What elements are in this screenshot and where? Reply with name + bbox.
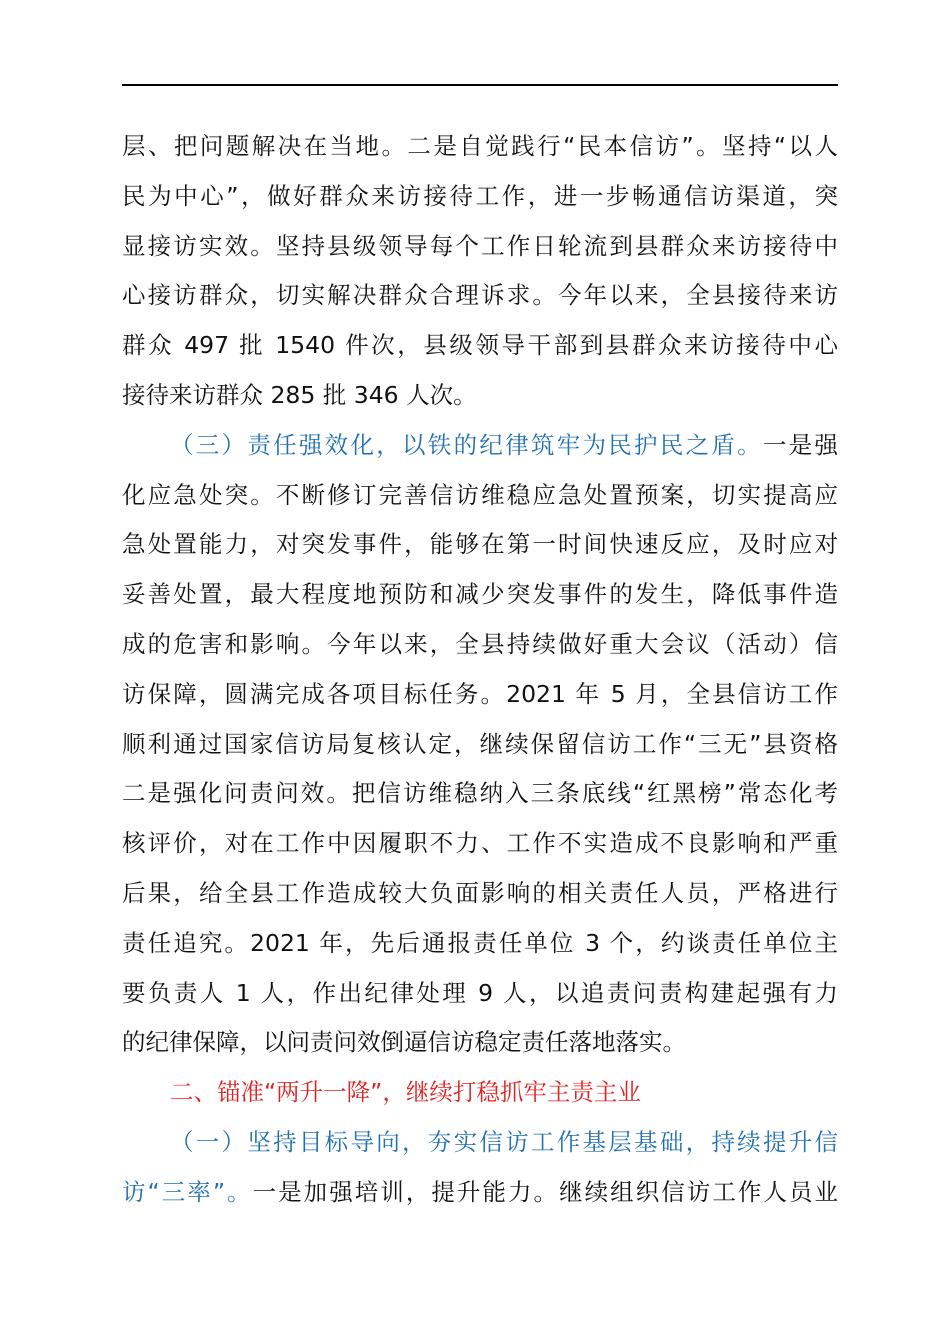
section-heading-1-end: 访“三率”。 <box>122 1177 253 1206</box>
section-paragraph-start <box>122 1168 838 1218</box>
text-line: 核评价，对在工作中因履职不力、工作不实造成不良影响和严重 <box>122 829 838 858</box>
text-line: 急处置能力，对突发事件，能够在第一时间快速反应，及时应对 <box>122 530 838 559</box>
text-line: 群众 497 批 1540 件次，县级领导干部到县群众来访接待中心 <box>122 331 838 360</box>
text-line: 化应急处突。不断修订完善信访维稳应急处置预案，切实提高应 <box>122 480 838 509</box>
text-line: 访保障，圆满完成各项目标任务。2021 年 5 月，全县信访工作 <box>122 679 838 708</box>
text-line: 成的危害和影响。今年以来，全县持续做好重大会议（活动）信 <box>122 629 838 658</box>
section-heading-1: （一）坚持目标导向，夯实信访工作基层基础，持续提升信 <box>170 1127 838 1156</box>
text-line: 顺利通过国家信访局复核认定，继续保留信访工作“三无”县资格 <box>122 729 838 758</box>
document-body <box>122 122 838 1218</box>
text-line: 层、把问题解决在当地。二是自觉践行“民本信访”。坚持“以人 <box>122 132 838 160</box>
text-span: 一是强 <box>762 430 839 459</box>
text-span: 一是加强培训，提升能力。继续组织信访工作人员业 <box>252 1177 838 1206</box>
text-line: 显接访实效。坚持县级领导每个工作日轮流到县群众来访接待中 <box>122 231 838 260</box>
text-line: 妥善处置，最大程度地预防和减少突发事件的发生，降低事件造 <box>122 580 838 609</box>
section-paragraph-start <box>122 421 838 471</box>
text-line: 心接访群众，切实解决群众合理诉求。今年以来，全县接待来访 <box>122 281 838 310</box>
text-line: 责任追究。2021 年，先后通报责任单位 3 个，约谈责任单位主 <box>122 928 838 957</box>
chapter-heading: 二、锚准“两升一降”，继续打稳抓牢主责主业 <box>170 1078 641 1107</box>
text-line: 要负责人 1 人，作出纪律处理 9 人，以追责问责构建起强有力 <box>122 978 838 1007</box>
text-line: 接待来访群众 285 批 346 人次。 <box>122 380 477 409</box>
text-line: 的纪律保障，以问责问效倒逼信访稳定责任落地落实。 <box>122 1028 686 1057</box>
text-line: 二是强化问责问效。把信访维稳纳入三条底线“红黑榜”常态化考 <box>122 779 838 808</box>
header-rule <box>122 84 838 86</box>
section-heading-3: （三）责任强效化，以铁的纪律筑牢为民护民之盾。 <box>170 430 763 459</box>
text-line: 民为中心”，做好群众来访接待工作，进一步畅通信访渠道，突 <box>122 181 838 210</box>
text-line: 后果，给全县工作造成较大负面影响的相关责任人员，严格进行 <box>122 878 838 907</box>
